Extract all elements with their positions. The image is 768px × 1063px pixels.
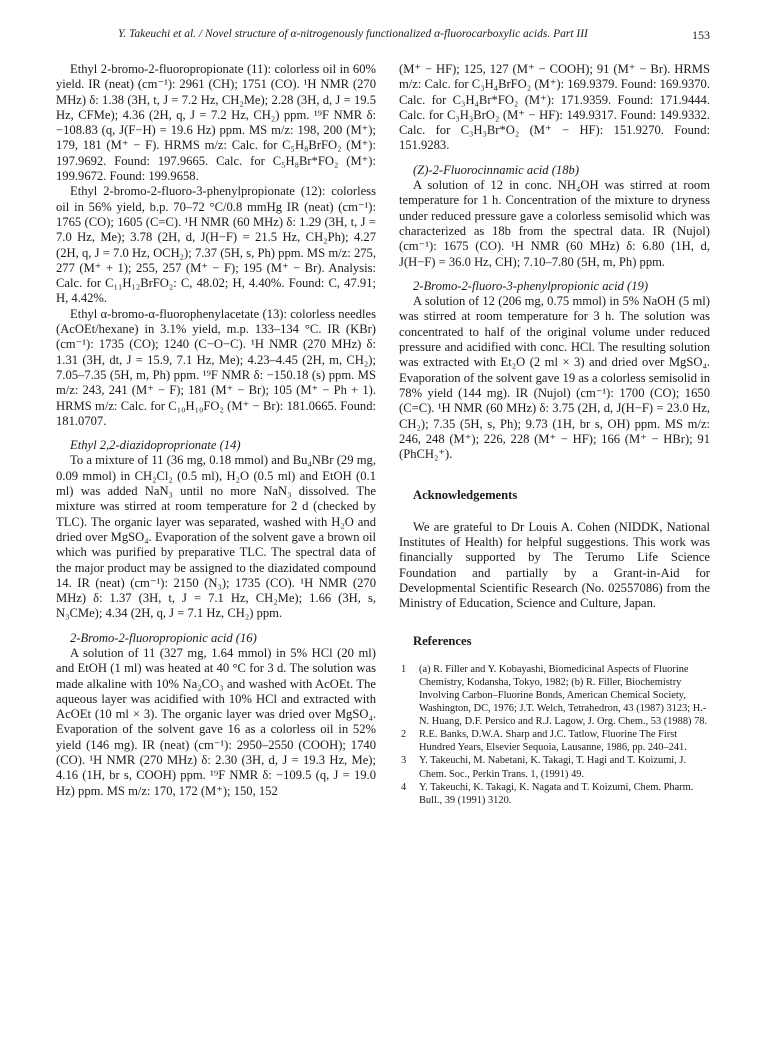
running-header [56, 28, 710, 48]
references-heading: References [413, 633, 472, 648]
paragraph: To a mixture of 11 (36 mg, 0.18 mmol) and Bu₄NBr (29 mg, 0.09 mmol) in CH₂Cl₂ (0.5 ml), H₂O (0.5 ml) and EtOH (0.1 ml) was added NaN₃ until no more NaN₃ dissolved. The mixture was stirred at room temperature for 2 d (checked by TLC). The organic layer was separated, washed with H₂O and dried over MgSO₄. Evaporation of the solvent gave a brown oil which was purified by preparative TLC. The spectral data of the major product may be assigned to the diazidated compound 14. IR (neat) (cm⁻¹): 2150 (N₃); 1735 (CO). ¹H NMR (270 MHz) δ: 1.37 (3H, t, J = 7.1 Hz, CH₂Me); 1.66 (3H, s, N₃CMe); 4.34 (2H, q, J = 7.1 Hz, CH₂) ppm. [56, 453, 376, 621]
section-heading: Ethyl 2,2-diazidoproprionate (14) [70, 438, 241, 453]
reference-number: 4 [401, 781, 407, 793]
paragraph: (M⁺ − HF); 125, 127 (M⁺ − COOH); 91 (M⁺ − Br). HRMS m/z: Calc. for C₃H₄BrFO₂ (M⁺): 169.9379. Found: 169.9370. Calc. for C₃H₄Br*FO₂ (M⁺): 171.9359. Found: 171.9444. Calc. for C₃H₃BrO₂ (M⁺ − HF): 149.9317. Found: 149.9332. Calc. for C₃H₃Br*O₂ (M⁺ − HF): 151.9270. Found: 151.9283. [399, 62, 710, 153]
reference-text: (a) R. Filler and Y. Kobayashi, Biomedicinal Aspects of Fluorine Chemistry, Kodansha, Tokyo, 1982; (b) R. Filler, Biochemistry Involving Carbon–Fluorine Bonds, American Chemical Society, Washington, DC, 1976; J.T. Welch, Tetrahedron, 43 (1987) 3123; H.-N. Huang, D.F. Persico and R.J. Lagow, J. Org. Chem., 53 (1988) 78. [419, 663, 708, 728]
reference-text: Y. Takeuchi, K. Takagi, K. Nagata and T. Koizumi, Chem. Pharm. Bull., 39 (1991) 3120. [419, 781, 694, 806]
reference-number: 1 [401, 663, 407, 675]
paragraph: Ethyl α-bromo-α-fluorophenylacetate (13): colorless needles (AcOEt/hexane) in 3.1% yield, m.p. 133–134 °C. IR (KBr) (cm⁻¹): 1735 (CO); 1240 (C−O−C). ¹H NMR (270 MHz) δ: 1.31 (3H, dt, J = 15.9, 7.1 Hz, Me); 4.23–4.45 (2H, m, CH₂); 7.05–7.35 (5H, m, Ph) ppm. ¹⁹F NMR δ: −150.18 (s) ppm. MS m/z: 243, 241 (M⁺ − F); 181 (M⁺ − Br); 105 (M⁺ − Ph + 1). HRMS m/z: Calc. for C₁₀H₁₀FO₂ (M⁺ − Br): 181.0665. Found: 181.0707. [56, 306, 376, 428]
acknowledgements-text: We are grateful to Dr Louis A. Cohen (NIDDK, National Institutes of Health) for helpful suggestions. This work was financially supported by The Terumo Life Science Foundation and partially by a Grant-in-Aid for Developmental Scientific Research (No. 02557086) from the Ministry of Education, Science and Culture, Japan. [399, 519, 710, 611]
right-column [399, 62, 710, 807]
paragraph: A solution of 12 (206 mg, 0.75 mmol) in 5% NaOH (5 ml) was stirred at room temperature for 3 h. The solution was concentrated to half of the original volume under reduced pressure and acidified with conc. HCl. The resulting solution was extracted with Et₂O (2 ml × 3) and dried over MgSO₄. Evaporation of the solvent gave 19 as a colorless semisolid in 78% yield (144 mg). IR (Nujol) (cm⁻¹): 1700 (CO); 1650 (C=C). ¹H NMR (60 MHz) δ: 3.75 (2H, d, J(H−F) = 23.0 Hz, CH₂); 7.35 (5H, s, Ph); 9.73 (1H, br s, OH) ppm. MS m/z: 246, 248 (M⁺); 226, 228 (M⁺ − HF); 166 (M⁺ − HBr); 91 (PhCH₂⁺). [399, 294, 710, 462]
section-heading: (Z)-2-Fluorocinnamic acid (18b) [413, 162, 580, 177]
section-gap [56, 429, 376, 438]
left-column [56, 62, 376, 799]
paragraph: Ethyl 2-bromo-2-fluoro-3-phenylpropionate (12): colorless oil in 56% yield, b.p. 70–72 °C/0.8 mmHg IR (neat) (cm⁻¹): 1765 (CO); 1605 (C=C). ¹H NMR (60 MHz) δ: 1.29 (3H, t, J = 7.0 Hz, Me); 3.78 (2H, d, J(H−F) = 21.5 Hz, CH₂Ph); 4.27 (2H, q, J = 7.0 Hz, OCH₂); 7.37 (5H, s, Ph) ppm. MS m/z: 275, 277 (M⁺ + 1); 255, 257 (M⁺ − F); 195 (M⁺ − Br). Analysis: Calc. for C₁₁H₁₂BrFO₂: C, 48.02; H, 4.40%. Found: C, 47.91; H, 4.42%. [56, 184, 376, 306]
section-heading: 2-Bromo-2-fluoropropionic acid (16) [70, 630, 257, 645]
running-title: Y. Takeuchi et al. / Novel structure of α-nitrogenously functionalized α-fluorocarboxylic acids. Part III [118, 28, 588, 40]
reference-text: R.E. Banks, D.W.A. Sharp and J.C. Tatlow, Fluorine The First Hundred Years, Elsevier Sequoia, Lausanne, 1986, pp. 240–241. [419, 729, 687, 754]
section-gap [399, 154, 710, 163]
page-number: 153 [692, 28, 710, 42]
paragraph: A solution of 12 in conc. NH₄OH was stirred at room temperature for 1 h. Concentration of the mixture to dryness under reduced pressure gave a colorless semisolid which was characterized as 18b from the spectral data. IR (Nujol) (cm⁻¹): 1675 (CO). ¹H NMR (60 MHz) δ: 6.80 (1H, d, J(H−F) = 36.0 Hz, CH); 7.10–7.80 (5H, m, Ph) ppm. [399, 178, 710, 269]
reference-item [399, 728, 710, 754]
paragraph: A solution of 11 (327 mg, 1.64 mmol) in 5% HCl (20 ml) and EtOH (1 ml) was heated at 40 °C for 3 d. The solution was made alkaline with 10% Na₂CO₃ and washed with AcOEt. The aqueous layer was acidified with 10% HCl and extracted with AcOEt (10 ml × 3). The organic layer was dried over MgSO₄. Evaporation of the solvent gave 16 as a colorless oil in 52% yield (146 mg). IR (neat) (cm⁻¹): 2950–2550 (COOH); 1740 (CO). ¹H NMR (270 MHz) δ: 2.30 (3H, d, J = 19.3 Hz, Me); 4.16 (1H, br s, COOH) ppm. ¹⁹F NMR δ: −109.5 (q, J = 19.0 Hz) ppm. MS m/z: 170, 172 (M⁺); 150, 152 [56, 645, 376, 798]
section-heading: 2-Bromo-2-fluoro-3-phenylpropionic acid (19) [413, 278, 649, 293]
right-column-body [399, 62, 710, 462]
reference-item [399, 781, 710, 807]
section-gap [399, 270, 710, 279]
paragraph: Ethyl 2-bromo-2-fluoropropionate (11): colorless oil in 60% yield. IR (neat) (cm⁻¹): 2961 (CH); 1751 (CO). ¹H NMR (270 MHz) δ: 1.38 (3H, t, J = 7.2 Hz, CH₂Me); 2.28 (3H, d, J = 19.5 Hz, CFMe); 4.36 (2H, q, J = 7.2 Hz, CH₂) ppm. ¹⁹F NMR δ: −108.83 (q, J(F−H) = 19.6 Hz) ppm. MS m/z: 198, 200 (M⁺); 179, 181 (M⁺ − F). HRMS m/z: Calc. for C₅H₈BrFO₂ (M⁺): 197.9692. Found: 197.9665. Calc. for C₅H₈Br*FO₂ (M⁺): 199.9672. Found: 199.9658. [56, 62, 376, 184]
reference-text: Y. Takeuchi, M. Nabetani, K. Takagi, T. Hagi and T. Koizumi, J. Chem. Soc., Perkin Trans. 1, (1991) 49. [419, 755, 687, 780]
reference-number: 3 [401, 755, 407, 767]
reference-item [399, 754, 710, 780]
reference-item [399, 663, 710, 728]
acknowledgements-heading: Acknowledgements [413, 488, 518, 503]
section-gap [56, 622, 376, 631]
references-list [399, 663, 710, 807]
reference-number: 2 [401, 729, 407, 741]
